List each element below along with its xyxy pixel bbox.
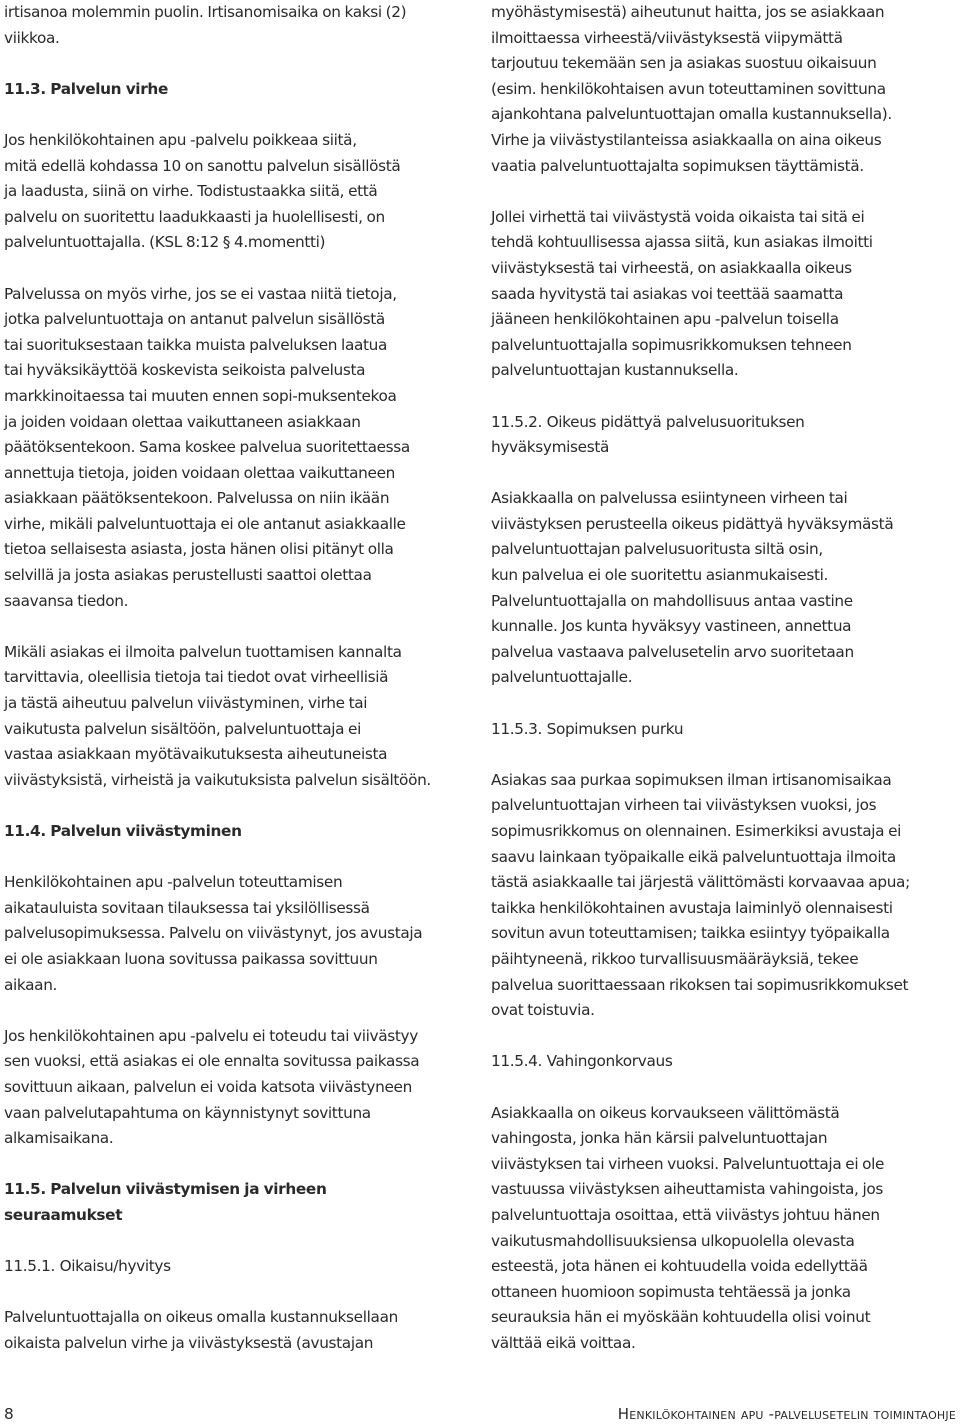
paragraph-defect-information	[4, 282, 472, 615]
text-line: Asiakas saa purkaa sopimuksen ilman irtisanomisaikaa	[491, 770, 892, 789]
text-line: hyväksymisestä	[491, 438, 610, 457]
text-line: viivästyksen tai virheen vuoksi. Palveluntuottaja ei ole	[491, 1154, 885, 1173]
text-line: virhe, mikäli palveluntuottaja ei ole antanut asiakkaalle	[4, 514, 406, 533]
text-line: palveluntuottajan kustannuksella.	[491, 361, 739, 380]
text-line: aikaan.	[4, 975, 58, 994]
subsection-heading-11-5-1: 11.5.1. Oikaisu/hyvitys	[4, 1257, 171, 1276]
text-line: palveluntuottaja osoittaa, että viivästys johtuu hänen	[491, 1205, 880, 1224]
text-line: päihtyneenä, rikkoo turvallisuusmääräyksiä, tekee	[491, 949, 859, 968]
text-line: sovitun avun toteuttamisen; taikka esiintyy työpaikalla	[491, 924, 890, 943]
text-line: taikka henkilökohtainen avustaja laiminlyö olennaisesti	[491, 898, 893, 917]
text-line: sovittuun aikaan, palvelun ei voida katsota viivästyneen	[4, 1077, 412, 1096]
text-line: jotka palveluntuottaja on antanut palvelun sisällöstä	[4, 310, 385, 329]
text-line: Palveluntuottajalla on mahdollisuus antaa vastine	[491, 591, 853, 610]
text-line: esteestä, jota hänen ei kohtuudella voida edellyttää	[491, 1257, 868, 1276]
text-line: saavansa tiedon.	[4, 591, 129, 610]
paragraph-correction-continued	[491, 0, 959, 179]
subsection-heading-11-5-4: 11.5.4. Vahingonkorvaus	[491, 1052, 673, 1071]
text-line: Palveluntuottajalla on oikeus omalla kustannuksellaan	[4, 1308, 398, 1327]
text-line: Henkilökohtainen apu -palvelun toteuttamisen	[4, 873, 343, 892]
intro-paragraph	[4, 0, 472, 51]
text-line: kun palvelua ei ole suoritettu asianmukaisesti.	[491, 566, 829, 585]
text-line: palvelua vastaava palvelusetelin arvo suoritetaan	[491, 642, 854, 661]
text-line: Asiakkaalla on palvelussa esiintyneen virheen tai	[491, 489, 848, 508]
text-line: selvillä ja josta asiakas perustellusti saattoi olettaa	[4, 566, 372, 585]
text-line: Jollei virhettä tai viivästystä voida oikaista tai sitä ei	[491, 207, 865, 226]
text-line: tai hyväksikäyttöä koskevista seikoista palvelusta	[4, 361, 366, 380]
text-line: vaan palvelutapahtuma on käynnistynyt sovittuna	[4, 1103, 371, 1122]
text-line: palvelua suorittaessaan rikoksen tai sopimusrikkomukset	[491, 975, 909, 994]
text-line: asiakkaan päätöksentekoon. Palvelussa on niin ikään	[4, 489, 390, 508]
text-line: palveluntuottajan palvelusuoritusta siltä osin,	[491, 540, 823, 559]
text-line: tehdä kohtuullisessa ajassa siitä, kun asiakas ilmoitti	[491, 233, 873, 252]
text-line: vahingosta, jonka hän kärsii palveluntuottajan	[491, 1129, 828, 1148]
text-line: 11.5. Palvelun viivästymisen ja virheen	[4, 1180, 327, 1199]
section-heading-11-4: 11.4. Palvelun viivästyminen	[4, 822, 242, 840]
text-line: palvelusopimuksessa. Palvelu on viivästynyt, jos avustaja	[4, 924, 423, 943]
text-line: välttää eikä voittaa.	[491, 1333, 636, 1352]
right-column	[491, 0, 959, 1382]
text-line: tarjoutuu tekemään sen ja asiakas suostuu oikaisuun	[491, 54, 877, 73]
text-line: ilmoittaessa virheestä/viivästyksestä viipymättä	[491, 28, 843, 47]
left-column	[4, 0, 472, 1382]
text-line: markkinoitaessa tai muuten ennen sopi-muksentekoa	[4, 386, 397, 405]
text-line: ja laadusta, siinä on virhe. Todistustaakka siitä, että	[4, 182, 378, 201]
text-line: vaikutusta palvelun sisältöön, palveluntuottaja ei	[4, 719, 362, 738]
text-line: aikatauluista sovitaan tilauksessa tai yksilöllisessä	[4, 898, 370, 917]
paragraph-defect-definition	[4, 128, 472, 256]
text-line: vastuussa viivästyksen aiheuttamista vahingoista, jos	[491, 1180, 883, 1199]
text-line: Virhe ja viivästystilanteissa asiakkaalla on aina oikeus	[491, 130, 882, 149]
text-line: mitä edellä kohdassa 10 on sanottu palvelun sisällöstä	[4, 156, 401, 175]
paragraph-termination	[491, 768, 959, 1024]
text-line: ja tästä aiheutuu palvelun viivästyminen, virhe tai	[4, 694, 368, 713]
text-line: tietoa sellaisesta asiasta, josta hänen olisi pitänyt olla	[4, 540, 394, 559]
text-line: ei ole asiakkaan luona sovitussa paikassa sovittuun	[4, 949, 378, 968]
text-line: seuraamukset	[4, 1205, 123, 1224]
text-line: palveluntuottajalla sopimusrikkomuksen tehneen	[491, 335, 852, 354]
running-title: Henkilökohtainen apu -palvelusetelin toimintaohje	[617, 1405, 956, 1423]
text-line: saavu lainkaan työpaikalle eikä palveluntuottaja ilmoita	[491, 847, 896, 866]
text-line: jääneen henkilökohtainen apu -palvelun toisella	[491, 310, 839, 329]
text-line: viivästyksistä, virheistä ja vaikutuksista palvelun sisältöön.	[4, 770, 431, 789]
text-line: tarvittavia, oleellisia tietoja tai tiedot ovat virheellisiä	[4, 668, 389, 687]
text-line: ottaneen huomioon sopimusta tehtäessä ja jonka	[491, 1282, 851, 1301]
section-heading-11-5	[4, 1177, 472, 1228]
text-line: viivästyksestä tai virheestä, on asiakkaalla oikeus	[491, 258, 852, 277]
text-line: kunnalle. Jos kunta hyväksyy vastineen, annettua	[491, 617, 852, 636]
paragraph-compensation	[491, 205, 959, 384]
text-line: vastaa asiakkaan myötävaikutuksesta aiheutuneista	[4, 745, 388, 764]
page-footer	[0, 1404, 960, 1424]
text-line: seurauksia hän ei myöskään kohtuudella olisi voinut	[491, 1308, 871, 1327]
text-line: Jos henkilökohtainen apu -palvelu ei toteudu tai viivästyy	[4, 1026, 418, 1045]
text-line: sopimusrikkomus on olennainen. Esimerkiksi avustaja ei	[491, 822, 902, 840]
text-line: Jos henkilökohtainen apu -palvelu poikkeaa siitä,	[4, 130, 357, 149]
section-heading-11-3: 11.3. Palvelun virhe	[4, 79, 168, 98]
text-line: myöhästymisestä) aiheutunut haitta, jos se asiakkaan	[491, 3, 885, 21]
text-line: ovat toistuvia.	[491, 1001, 595, 1020]
paragraph-withhold-acceptance	[491, 486, 959, 691]
text-line: palveluntuottajalle.	[491, 668, 633, 687]
text-line: Asiakkaalla on oikeus korvaukseen välittömästä	[491, 1103, 840, 1122]
paragraph-correction	[4, 1305, 472, 1356]
subsection-heading-11-5-2	[491, 410, 959, 461]
text-line: alkamisaikana.	[4, 1129, 114, 1148]
text-line: viivästyksen perusteella oikeus pidättyä hyväksymästä	[491, 514, 894, 533]
text-line: päätöksentekoon. Sama koskee palvelua suoritettaessa	[4, 438, 410, 457]
text-line: palveluntuottajan virheen tai viivästyksen vuoksi, jos	[491, 796, 877, 815]
text-line: tästä asiakkaalle tai järjestä välittömästi korvaavaa apua;	[491, 873, 910, 892]
text-line: (esim. henkilökohtaisen avun toteuttaminen sovittuna	[491, 79, 886, 98]
paragraph-delay-customer	[4, 1024, 472, 1152]
paragraph-customer-information	[4, 640, 472, 794]
text-line: ja joiden voidaan olettaa vaikuttaneen asiakkaan	[4, 412, 361, 431]
text-line: annettuja tietoja, joiden voidaan olettaa vaikuttaneen	[4, 463, 395, 482]
text-line: oikaista palvelun virhe ja viivästyksestä (avustajan	[4, 1333, 374, 1352]
text-line: Mikäli asiakas ei ilmoita palvelun tuottamisen kannalta	[4, 642, 402, 661]
text-line: viikkoa.	[4, 28, 60, 47]
text-line: tai suorituksestaan taikka muista palveluksen laatua	[4, 335, 388, 354]
subsection-heading-11-5-3: 11.5.3. Sopimuksen purku	[491, 719, 684, 738]
text-line: palvelu on suoritettu laadukkaasti ja huolellisesti, on	[4, 207, 385, 226]
page-number: 8	[4, 1405, 14, 1423]
text-line: sen vuoksi, että asiakas ei ole ennalta sovitussa paikassa	[4, 1052, 420, 1071]
text-line: palveluntuottajalla. (KSL 8:12 § 4.momentti)	[4, 233, 326, 252]
text-line: 11.5.2. Oikeus pidättyä palvelusuorituksen	[491, 412, 805, 431]
paragraph-delay-schedule	[4, 870, 472, 998]
text-line: irtisanoa molemmin puolin. Irtisanomisaika on kaksi (2)	[4, 3, 407, 21]
paragraph-damages	[491, 1101, 959, 1357]
text-line: saada hyvitystä tai asiakas voi teettää saamatta	[491, 284, 844, 303]
text-line: vaatia palveluntuottajalta sopimuksen täyttämistä.	[491, 156, 864, 175]
text-line: ajankohtana palveluntuottajan omalla kustannuksella).	[491, 105, 892, 124]
text-line: Palvelussa on myös virhe, jos se ei vastaa niitä tietoja,	[4, 284, 397, 303]
text-line: vaikutusmahdollisuuksiensa ulkopuolella olevasta	[491, 1231, 855, 1250]
